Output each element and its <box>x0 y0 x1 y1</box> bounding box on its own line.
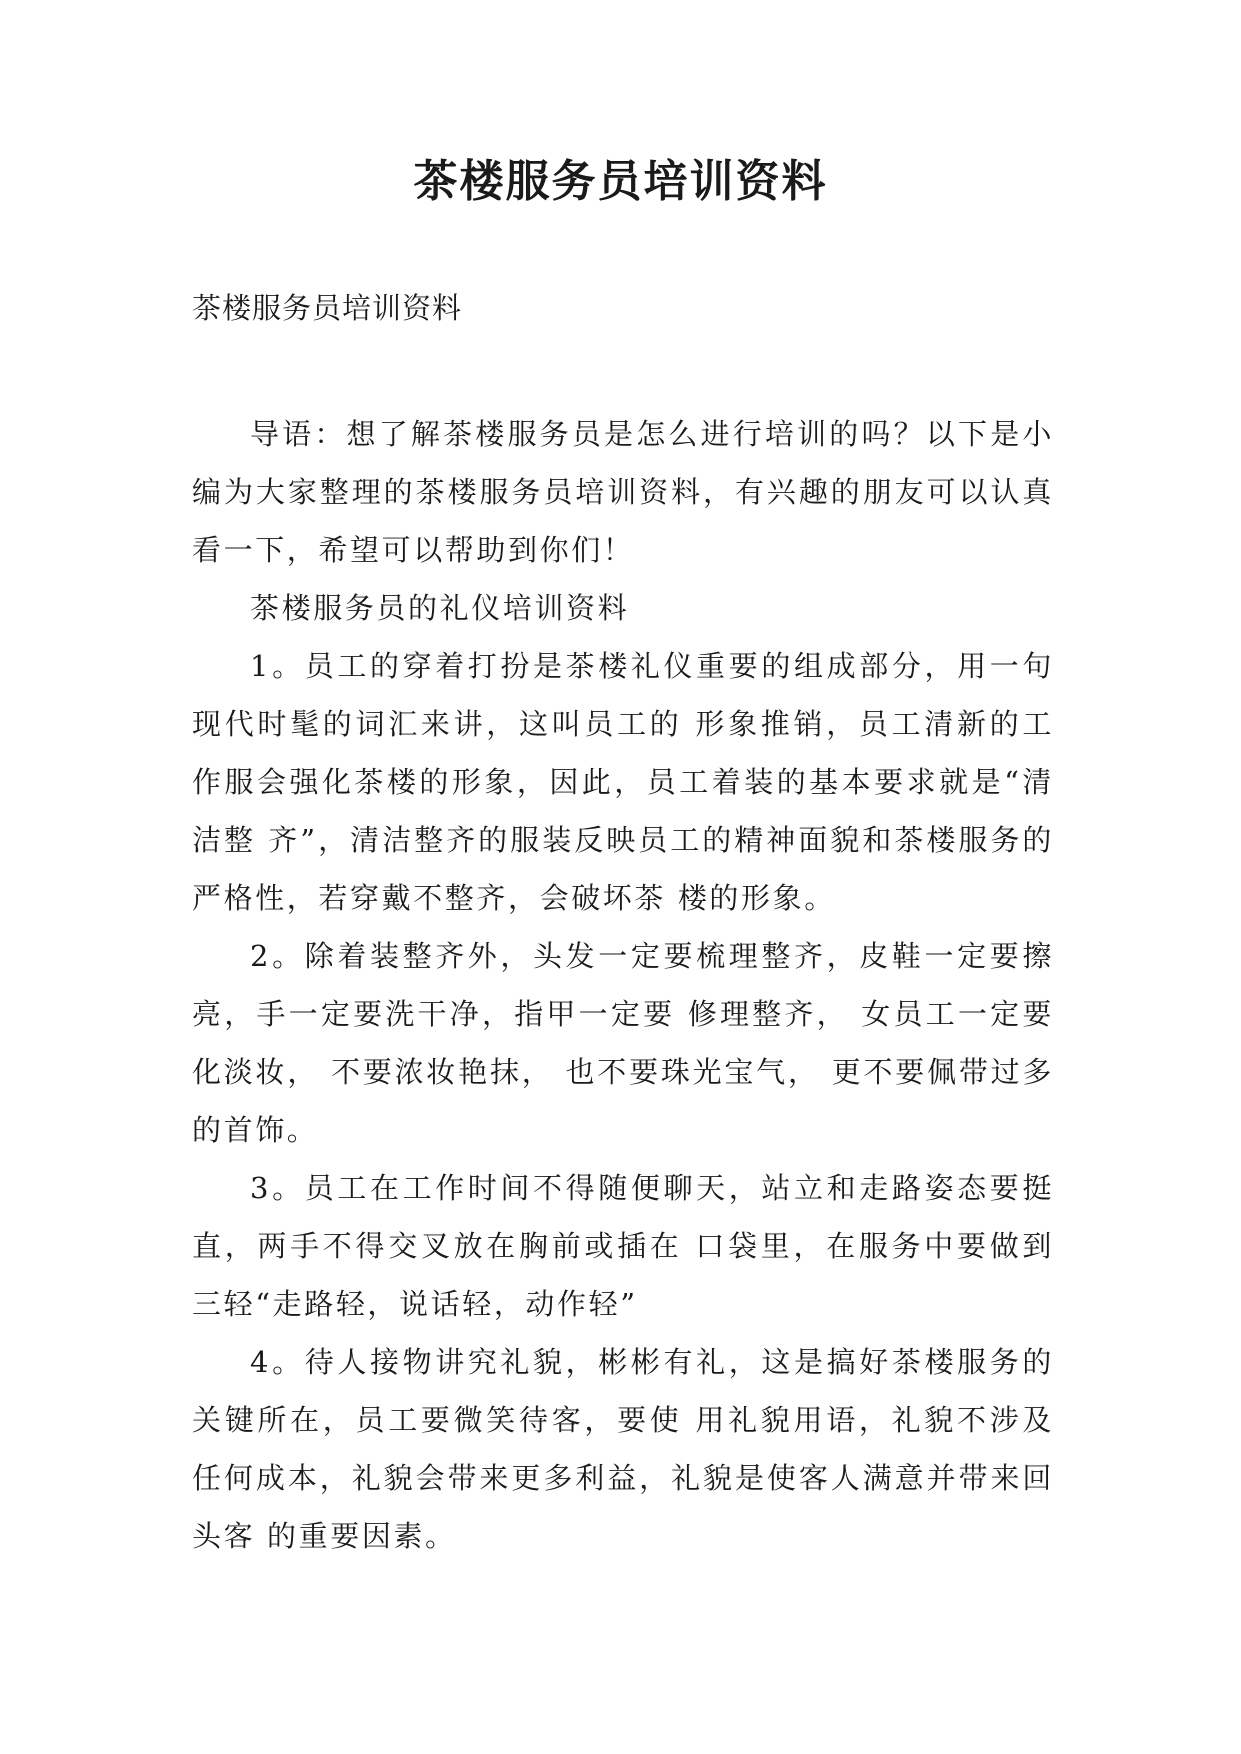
document-subtitle: 茶楼服务员培训资料 <box>192 291 463 325</box>
section-heading: 茶楼服务员的礼仪培训资料 <box>250 591 630 625</box>
paragraph-item-4: 4。待人接物讲究礼貌，彬彬有礼，这是搞好茶楼服务的关键所在，员工要微笑待客，要使 用礼貌用语，礼貌不涉及任何成本，礼貌会带来更多利益，礼貌是使客人满意并带来回头客 的重要因素。 <box>192 1345 1054 1553</box>
document-body <box>192 405 1054 1565</box>
document-title: 茶楼服务员培训资料 <box>413 156 828 207</box>
paragraph-item-3: 3。员工在工作时间不得随便聊天，站立和走路姿态要挺直，两手不得交叉放在胸前或插在 口袋里，在服务中要做到三轻“走路轻，说话轻，动作轻” <box>192 1171 1054 1321</box>
paragraph-item-2: 2。除着装整齐外，头发一定要梳理整齐，皮鞋一定要擦亮，手一定要洗干净，指甲一定要 修理整齐， 女员工一定要化淡妆， 不要浓妆艳抹， 也不要珠光宝气， 更不要佩带过多的首饰。 <box>192 939 1054 1147</box>
paragraph-item-1: 1。员工的穿着打扮是茶楼礼仪重要的组成部分，用一句现代时髦的词汇来讲，这叫员工的 形象推销，员工清新的工作服会强化茶楼的形象，因此，员工着装的基本要求就是“清洁整 齐”，清洁整齐的服装反映员工的精神面貌和茶楼服务的严格性，若穿戴不整齐，会破坏茶 楼的形象。 <box>192 649 1054 915</box>
intro-paragraph: 导语：想了解茶楼服务员是怎么进行培训的吗？以下是小编为大家整理的茶楼服务员培训资料，有兴趣的朋友可以认真看一下，希望可以帮助到你们！ <box>192 417 1054 567</box>
